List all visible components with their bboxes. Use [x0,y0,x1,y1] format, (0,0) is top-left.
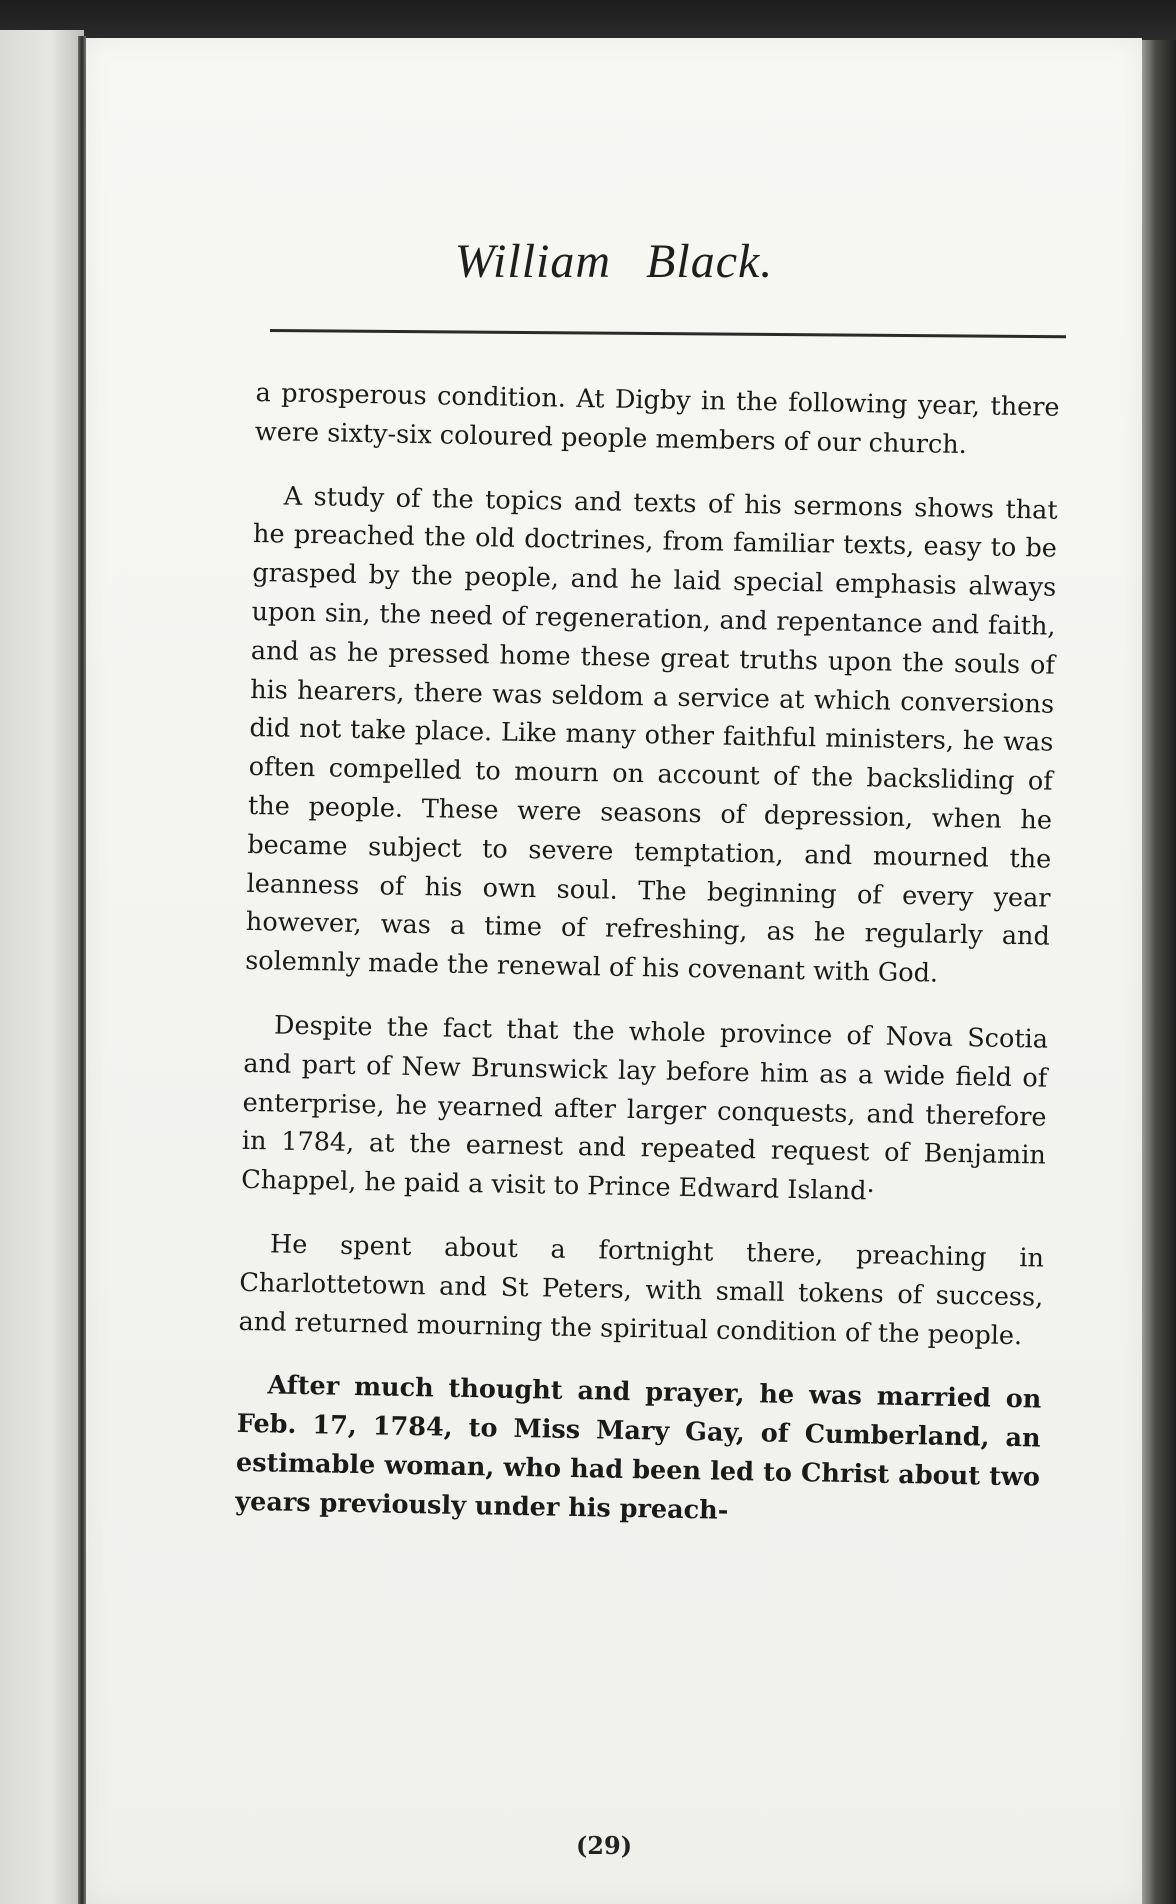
page-right-edge [1142,40,1176,1904]
paragraph-1: a prosperous condition. At Digby in the following year, there were sixty-six coloured people members of our church. [254,377,1060,460]
paragraph-4: He spent about a fortnight there, preaching in Charlottetown and St Peters, with small tokens of success, and returned mourning the spiritual condition of the people. [238,1229,1045,1351]
running-head: William Black. [454,235,774,288]
paragraph-5: After much thought and prayer, he was married on Feb. 17, 1784, to Miss Mary Gay, of Cumberland, an estimable woman, who had been led to Christ about two years previously under his preach- [235,1370,1042,1526]
book-spine-shadow [78,36,86,1904]
paragraph-2: A study of the topics and texts of his sermons shows that he preached the old doctrines, from familiar texts, easy to be grasped by the people, and he laid special emphasis always upon sin, the need of regeneration, and repentance and faith, and as he pressed home these great truths upon the souls of his hearers, there was seldom a service at which conversions did not take place. Like many other faithful ministers, he was often compelled to mourn on account of the backsliding of the people. These were seasons of depression, when he became subject to severe temptation, and mourned the leanness of his own soul. The beginning of every year however, was a time of refreshing, as he regularly and solemnly made the renewal of his covenant with God. [244,481,1058,989]
body-text [235,374,1060,1561]
book-page [86,38,1142,1904]
facing-page-edge [0,30,84,1904]
paragraph-3: Despite the fact that the whole province of Nova Scotia and part of New Brunswick lay before him as a wide field of enterprise, he yearned after larger conquests, and therefore in 1784, at the earnest and repeated request of Benjamin Chappel, he paid a visit to Prince Edward Island· [240,1010,1049,1207]
page-number: (29) [575,1831,633,1860]
header-rule [270,329,1066,338]
